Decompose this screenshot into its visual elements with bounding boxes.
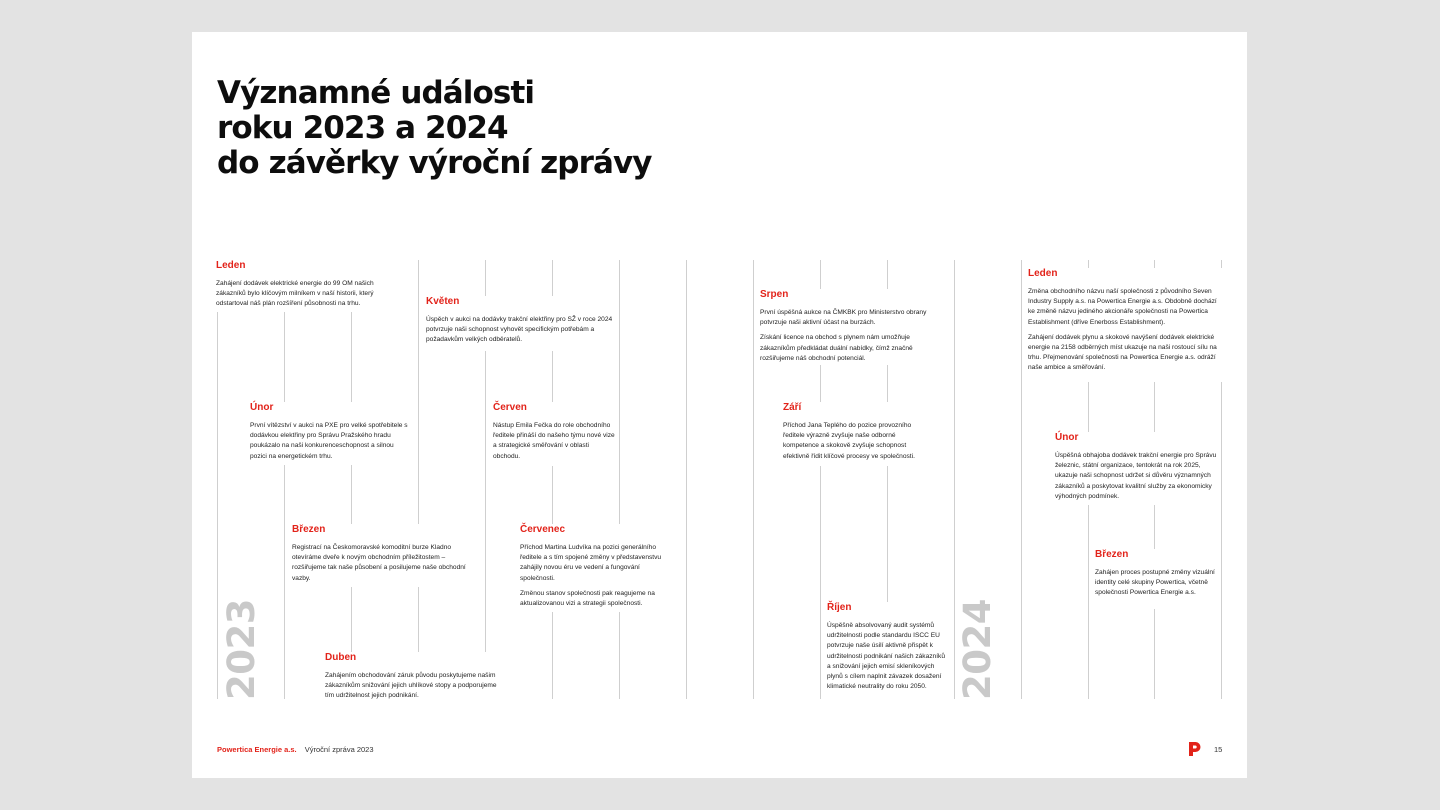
- page-footer: [217, 745, 374, 754]
- event-month: Červenec: [520, 524, 566, 535]
- event-2024-unor: [1055, 432, 1219, 505]
- event-text: Registrací na Českomoravské komoditní burze Kladno otevíráme dveře k novým obchodním příležitostem – rozšiřujeme tak naše působení a posilujeme naše obchodní vazby.: [292, 544, 466, 582]
- event-2023-rijen: [827, 602, 947, 700]
- event-2024-brezen: [1095, 549, 1220, 609]
- page-number: 15: [1214, 745, 1223, 754]
- footer-company: Powertica Energie a.s.: [217, 745, 297, 754]
- event-month: Září: [783, 402, 802, 413]
- event-2023-kveten: [426, 296, 616, 351]
- event-month: Březen: [292, 524, 326, 535]
- event-text: Příchod Martina Ludvíka na pozici generálního ředitele a s tím spojené změny v představenstvu zahájily novou éru ve vedení a fungování společnosti.: [520, 544, 662, 582]
- event-month: Únor: [1055, 432, 1079, 443]
- event-text: Zahájen proces postupné změny vizuální identity celé skupiny Powertica, včetně společnosti Powertica Energie a.s.: [1095, 569, 1215, 597]
- event-2023-unor: [250, 402, 410, 465]
- timeline-line: [284, 260, 285, 699]
- year-label-2024: 2024: [956, 599, 999, 700]
- title-line-3: do závěrky výroční zprávy: [217, 145, 652, 181]
- event-text: Změna obchodního názvu naší společnosti z původního Seven Industry Supply a.s. na Powertica Energie a.s. Obdobně dochází ke změně názvu jediného akcionáře společnosti na Powertica Establishment (dříve Enerboss Establishment).: [1028, 288, 1217, 326]
- event-month: Květen: [426, 296, 460, 307]
- event-month: Říjen: [827, 602, 852, 613]
- page-title: [217, 76, 652, 181]
- event-text: Zahájení dodávek plynu a skokové navýšení dodávek elektrické energie na 2158 odběrných míst ukazuje na naši rostoucí sílu na trhu. Přejmenování společnosti na Powertica Energie a.s. odráží naše ambice a směřování.: [1028, 333, 1217, 372]
- event-text: Získání licence na obchod s plynem nám umožňuje zákazníkům předkládat duální nabídky, čímž značně rozšiřujeme náš obchodní potenciál.: [760, 334, 913, 362]
- event-2023-zari: [783, 402, 931, 466]
- event-text: Úspěšná obhajoba dodávek trakční energie pro Správu železnic, státní organizace, tentokrát na rok 2025, ukazuje naši schopnost udržet si důvěru významných zákazníků a poskytovat kvalitní služby za ekonomicky výhodných podmínek.: [1055, 452, 1217, 500]
- event-month: Leden: [1028, 268, 1058, 279]
- event-2024-leden: [1028, 268, 1222, 382]
- event-text: Nástup Emila Fečka do role obchodního ředitele přináší do našeho týmu nové vize a strategické směřování v oblasti obchodu.: [493, 422, 615, 460]
- report-page: [192, 32, 1247, 778]
- event-text: Příchod Jana Teplého do pozice provozního ředitele výrazně zvyšuje naše odborné kompetence a skokově zvyšuje schopnost efektivně řídit klíčové procesy ve společnosti.: [783, 422, 915, 460]
- event-month: Březen: [1095, 549, 1129, 560]
- powertica-logo-icon: [1188, 742, 1201, 761]
- title-line-2: roku 2023 a 2024: [217, 110, 508, 146]
- timeline-line: [753, 260, 754, 699]
- event-2023-duben: [325, 652, 501, 700]
- event-2023-cervenec: [520, 524, 668, 612]
- event-month: Únor: [250, 402, 274, 413]
- timeline-line: [418, 260, 419, 699]
- event-2023-brezen: [292, 524, 474, 587]
- event-text: Změnou stanov společnosti pak reagujeme na aktualizovanou vizi a strategii společnosti.: [520, 589, 655, 608]
- event-text: Zahájením obchodování záruk původu poskytujeme našim zákazníkům snižování jejich uhlíkové stopy a podporujeme tím udržitelnost jejich podnikání.: [325, 672, 497, 700]
- event-2023-leden: [216, 260, 400, 312]
- event-2023-srpen: [760, 289, 930, 365]
- event-month: Červen: [493, 402, 527, 413]
- event-2023-cerven: [493, 402, 615, 466]
- event-text: První úspěšná aukce na ČMKBK pro Ministerstvo obrany potvrzuje naši aktivní účast na burzách.: [760, 309, 927, 327]
- timeline-line: [619, 260, 620, 699]
- event-text: Úspěch v aukci na dodávky trakční elektřiny pro SŽ v roce 2024 potvrzuje naši schopnost vyhovět specifickým potřebám a požadavkům velkých odběratelů.: [426, 316, 613, 344]
- timeline-line: [351, 260, 352, 699]
- timeline-line: [1021, 260, 1022, 699]
- footer-document: Výroční zpráva 2023: [304, 745, 374, 754]
- year-label-2023: 2023: [220, 599, 263, 700]
- event-month: Srpen: [760, 289, 789, 300]
- title-line-1: Významné události: [217, 75, 535, 111]
- event-month: Duben: [325, 652, 357, 663]
- event-month: Leden: [216, 260, 246, 271]
- timeline-line: [954, 260, 955, 699]
- event-text: První vítězství v aukci na PXE pro velké spotřebitele s dodávkou elektřiny pro Správu Pražského hradu poukázalo na naši konkurenceschopnost a silnou pozici na energetickém trhu.: [250, 422, 408, 460]
- timeline-line: [217, 260, 218, 699]
- event-text: Zahájení dodávek elektrické energie do 99 OM našich zákazníků bylo klíčovým milníkem v naší historii, který odstartoval náš plán rozšíření působnosti na trhu.: [216, 280, 374, 308]
- timeline-line: [686, 260, 687, 699]
- event-text: Úspěšně absolvovaný audit systémů udržitelnosti podle standardu ISCC EU potvrzuje naše úsilí aktivně přispět k udržitelnosti podnikání našich zákazníků a snižování jejich emisí skleníkových plynů s cílem naplnit závazek dosažení klimatické neutrality do roku 2050.: [827, 622, 946, 691]
